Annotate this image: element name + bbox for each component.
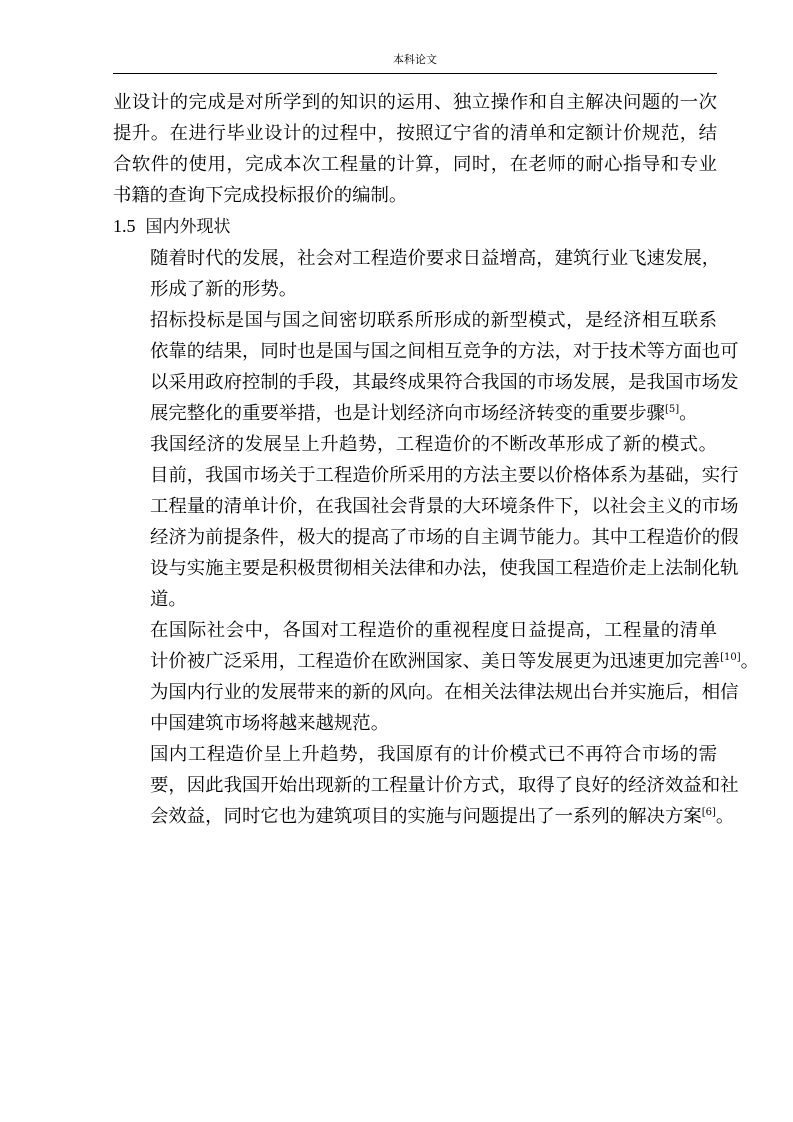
text-line: 提升。在进行毕业设计的过程中，按照辽宁省的清单和定额计价规范，结	[113, 123, 717, 144]
text-line: 经济为前提条件，极大的提高了市场的自主调节能力。其中工程造价的假	[150, 527, 739, 548]
text-line: 目前，我国市场关于工程造价所采用的方法主要以价格体系为基础，实行	[150, 465, 739, 486]
text-line: 依靠的结果，同时也是国与国之间相互竞争的方法，对于技术等方面也可	[150, 341, 739, 362]
text-segment: 计价被广泛采用，工程造价在欧洲国家、美日等发展更为迅速更加完善	[150, 651, 721, 672]
text-line: 中国建筑市场将越来越规范。	[150, 713, 390, 734]
section-number: 1.5	[113, 216, 136, 236]
text-segment: 。	[715, 806, 735, 827]
citation: [6]	[701, 807, 716, 818]
text-line: 要，因此我国开始出现新的工程量计价方式，取得了良好的经济效益和社	[150, 775, 739, 796]
text-line: 道。	[150, 589, 187, 610]
text-line	[113, 801, 735, 832]
text-segment: 展完整化的重要举措，也是计划经济向市场经济转变的重要步骤	[150, 403, 665, 424]
paragraph-economy	[113, 429, 739, 615]
text-segment: 。	[679, 403, 698, 424]
text-line	[113, 398, 717, 429]
text-line: 为国内行业的发展带来的新的风向。在相关法律法规出台并实施后，相信	[150, 682, 739, 703]
header-divider	[113, 73, 717, 74]
text-line: 设与实施主要是积极贯彻相关法律和办法，使我国工程造价走上法制化轨	[150, 558, 739, 579]
citation: [5]	[664, 404, 680, 415]
text-line: 业设计的完成是对所学到的知识的运用、独立操作和自主解决问题的一次	[113, 92, 717, 113]
text-line: 书籍的查询下完成投标报价的编制。	[113, 185, 408, 206]
text-line: 形成了新的形势。	[150, 279, 298, 300]
text-line: 国内工程造价呈上升趋势，我国原有的计价模式已不再符合市场的需	[150, 744, 717, 765]
text-line: 招标投标是国与国之间密切联系所形成的新型模式，是经济相互联系	[150, 310, 717, 331]
section-heading	[113, 211, 717, 243]
text-line	[113, 646, 760, 677]
text-line: 随着时代的发展，社会对工程造价要求日益增高，建筑行业飞速发展，	[150, 248, 721, 269]
paragraph-international	[113, 615, 760, 739]
text-line: 在国际社会中，各国对工程造价的重视程度日益提高，工程量的清单	[150, 620, 717, 641]
text-line: 我国经济的发展呈上升趋势，工程造价的不断改革形成了新的模式。	[150, 434, 717, 455]
text-segment: 。	[740, 651, 760, 672]
text-segment: 会效益，同时它也为建筑项目的实施与问题提出了一系列的解决方案	[150, 806, 702, 827]
paragraph-development	[113, 243, 721, 305]
paragraph-domestic	[113, 739, 739, 832]
page-header: 本科论文	[393, 53, 437, 66]
paragraph-bidding	[113, 305, 739, 429]
intro-paragraph	[113, 87, 717, 211]
citation: [10]	[720, 652, 741, 663]
text-line: 以采用政府控制的手段，其最终成果符合我国的市场发展，是我国市场发	[150, 372, 739, 393]
text-line: 工程量的清单计价，在我国社会背景的大环境条件下，以社会主义的市场	[150, 496, 739, 517]
text-line: 合软件的使用，完成本次工程量的计算，同时，在老师的耐心指导和专业	[113, 154, 717, 175]
section-title: 国内外现状	[145, 217, 231, 237]
document-body	[113, 87, 760, 832]
